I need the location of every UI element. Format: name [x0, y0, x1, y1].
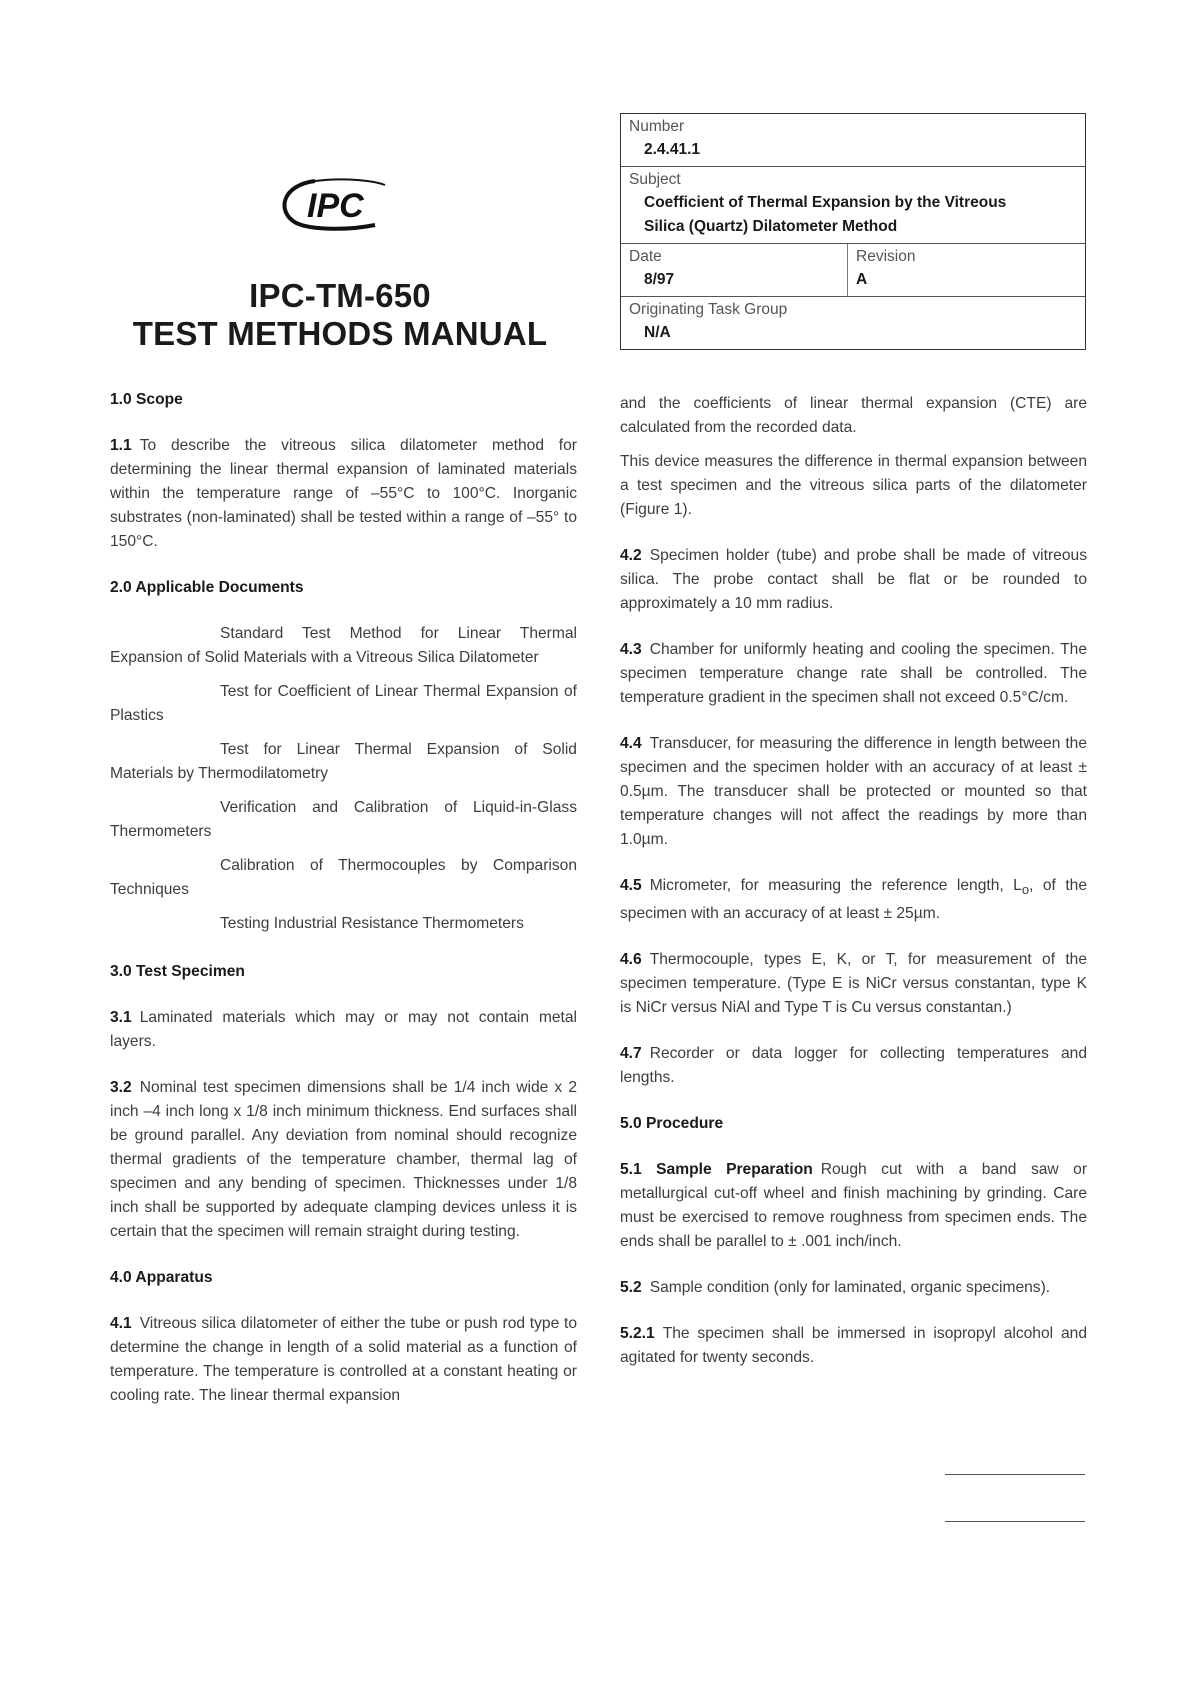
section-2-heading: 2.0 Applicable Documents — [110, 579, 304, 596]
section-5-2-1 — [620, 1322, 1087, 1370]
reference-item: Standard Test Method for Linear Thermal Expansion of Solid Materials with a Vitreous Silica Dilatometer — [110, 625, 577, 666]
manual-title-line2: TEST METHODS MANUAL — [132, 315, 548, 352]
section-5-2 — [620, 1276, 1087, 1300]
section-number: 5.2.1 — [620, 1325, 655, 1343]
section-4-7 — [620, 1042, 1087, 1090]
section-4-1-continued: and the coefficients of linear thermal expansion (CTE) are calculated from the recorded data. — [620, 395, 1087, 436]
document-info-box — [620, 113, 1086, 350]
section-4-3 — [620, 638, 1087, 710]
paragraph-text: Specimen holder (tube) and probe shall be made of vitreous silica. The probe contact shall be flat or be rounded to approximately a 10 mm radius. — [620, 547, 1087, 612]
paragraph-text: Vitreous silica dilatometer of either the tube or push rod type to determine the change in length of a solid material as a function of temperature. The temperature is controlled at a constant heating or cooling rate. The linear thermal expansion — [110, 1315, 577, 1404]
section-5-heading: 5.0 Procedure — [620, 1115, 724, 1133]
section-4-4 — [620, 732, 1087, 852]
ipc-logo — [275, 175, 405, 235]
section-5-1 — [620, 1158, 1087, 1254]
section-3-2 — [110, 1076, 577, 1244]
number-label: Number — [629, 118, 685, 135]
subject-row — [621, 167, 1085, 244]
task-group-label: Originating Task Group — [629, 301, 788, 318]
date-label: Date — [629, 248, 662, 265]
paragraph-text: Thermocouple, types E, K, or T, for measurement of the specimen temperature. (Type E is NiCr versus constantan, type K is NiCr versus NiAl and Type T is Cu versus constantan.) — [620, 951, 1087, 1017]
divider-line — [945, 1521, 1085, 1522]
section-4-heading: 4.0 Apparatus — [110, 1269, 213, 1286]
reference-item: Testing Industrial Resistance Thermometers — [220, 915, 524, 932]
section-number: 1.1 — [110, 437, 132, 454]
section-number: 5.2 — [620, 1279, 642, 1297]
paragraph-text: The specimen shall be immersed in isopropyl alcohol and agitated for twenty seconds. — [620, 1325, 1087, 1367]
date-value: 8/97 — [644, 271, 675, 288]
section-3-heading: 3.0 Test Specimen — [110, 963, 245, 980]
section-4-1 — [110, 1312, 577, 1408]
manual-header — [110, 175, 570, 353]
paragraph-text: Micrometer, for measuring the reference length, L — [649, 877, 1022, 894]
subject-value-line1: Coefficient of Thermal Expansion by the Vitreous — [644, 194, 1007, 211]
date-revision-row — [621, 244, 1085, 297]
paragraph-text: Transducer, for measuring the difference in length between the specimen and the specimen holder with an accuracy of at least ± 0.5µm. The transducer shall be protected or mounted so that temperature changes will not affect the readings by more than 1.0µm. — [620, 735, 1087, 848]
left-column — [110, 388, 577, 1430]
section-number: 3.2 — [110, 1079, 132, 1096]
reference-item: Test for Coefficient of Linear Thermal Expansion of Plastics — [110, 683, 577, 724]
task-group-value: N/A — [644, 324, 671, 341]
section-number: 4.3 — [620, 641, 642, 658]
subject-value-line2: Silica (Quartz) Dilatometer Method — [644, 218, 898, 235]
paragraph-text: To describe the vitreous silica dilatometer method for determining the linear thermal expansion of laminated materials within the temperature range of –55°C to 100°C. Inorganic substrates (non-laminated) shall be tested within a range of –55° to 150°C. — [110, 437, 577, 550]
section-1-1 — [110, 434, 577, 554]
paragraph-text: Laminated materials which may or may not contain metal layers. — [110, 1009, 577, 1050]
section-number: 4.2 — [620, 547, 642, 564]
section-4-1-paragraph-2: This device measures the difference in thermal expansion between a test specimen and the vitreous silica parts of the dilatometer (Figure 1). — [620, 453, 1087, 518]
section-4-6 — [620, 948, 1087, 1020]
reference-item: Verification and Calibration of Liquid-in-Glass Thermometers — [110, 799, 577, 840]
divider-line — [945, 1474, 1085, 1475]
revision-label: Revision — [856, 248, 916, 265]
section-number: 5.1 Sample Preparation — [620, 1161, 813, 1179]
section-3-1 — [110, 1006, 577, 1054]
task-group-row — [621, 297, 1085, 349]
section-4-5 — [620, 874, 1087, 926]
number-row — [621, 114, 1085, 167]
paragraph-text: Sample condition (only for laminated, organic specimens). — [649, 1279, 1051, 1297]
section-1-heading: 1.0 Scope — [110, 391, 183, 408]
section-number: 4.4 — [620, 735, 642, 752]
right-column — [620, 392, 1087, 1392]
reference-item: Calibration of Thermocouples by Comparison Techniques — [110, 857, 577, 898]
section-number: 4.6 — [620, 951, 642, 969]
section-4-2 — [620, 544, 1087, 616]
number-value: 2.4.41.1 — [644, 141, 701, 158]
manual-title-line1: IPC-TM-650 — [249, 277, 431, 314]
reference-item: Test for Linear Thermal Expansion of Solid Materials by Thermodilatometry — [110, 741, 577, 782]
section-number: 4.5 — [620, 877, 642, 894]
paragraph-text: Recorder or data logger for collecting temperatures and lengths. — [620, 1045, 1087, 1087]
paragraph-text: , of the specimen with an accuracy of at least ± 25µm. — [620, 877, 1087, 923]
section-number: 4.1 — [110, 1315, 132, 1332]
svg-text:IPC: IPC — [307, 187, 364, 225]
revision-value: A — [856, 271, 868, 288]
paragraph-text: Chamber for uniformly heating and cooling the specimen. The specimen temperature change rate shall be controlled. The temperature gradient in the specimen shall not exceed 0.5°C/cm. — [620, 641, 1087, 706]
section-number: 4.7 — [620, 1045, 642, 1063]
paragraph-text: Rough cut with a band saw or metallurgical cut-off wheel and finish machining by grinding. Care must be exercised to remove roughness from specimen ends. The ends shall be parallel to ± .001 inch/inch. — [620, 1161, 1088, 1251]
paragraph-text: Nominal test specimen dimensions shall be 1/4 inch wide x 2 inch –4 inch long x 1/8 inch minimum thickness. End surfaces shall be ground parallel. Any deviation from nominal should recognize thermal gradients of the temperature chamber, thermal lag of specimen and any bending of specimen. Thicknesses under 1/8 inch shall be supported by adequate clamping devices unless it is certain that the specimen will remain straight during testing. — [110, 1079, 577, 1240]
subscript: o — [1021, 882, 1030, 898]
section-number: 3.1 — [110, 1009, 132, 1026]
subject-label: Subject — [629, 171, 681, 188]
